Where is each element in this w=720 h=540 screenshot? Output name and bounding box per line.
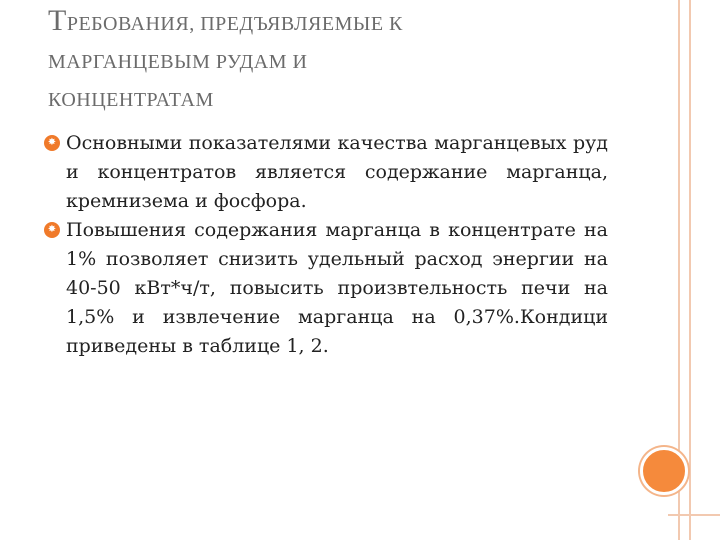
slide-title [48,2,648,119]
title-line-1 [48,2,648,43]
frame-line-horizontal [668,514,720,516]
star-bullet-icon: ✸ [44,135,60,151]
title-first-letter: Т [48,4,67,37]
orange-circle-decoration [640,447,688,495]
bullet-text-2: Повышения содержания марганца в концентрате на 1% позволяет снизить удельный расход энергии на 40-50 кВт*ч/т, повысить произвтельность печи на 1,5% и извлечение марганца на 0,37%.Кондици приведены в таблице 1, 2. [66,219,608,357]
frame-line-vertical-right [689,0,691,540]
title-line-1-rest: РЕБОВАНИЯ, ПРЕДЪЯВЛЯЕМЫЕ К [66,13,403,35]
bullet-list [47,129,608,361]
title-line-2: МАРГАНЦЕВЫМ РУДАМ И [48,51,308,73]
bullet-item-2 [47,216,608,361]
star-bullet-icon: ✸ [44,222,60,238]
title-line-3: КОНЦЕНТРАТАМ [48,89,214,111]
bullet-item-1 [47,129,608,216]
bullet-text-1: Основными показателями качества марганцевых руд и концентратов является содержание марганца, кремнизема и фосфора. [66,132,608,212]
